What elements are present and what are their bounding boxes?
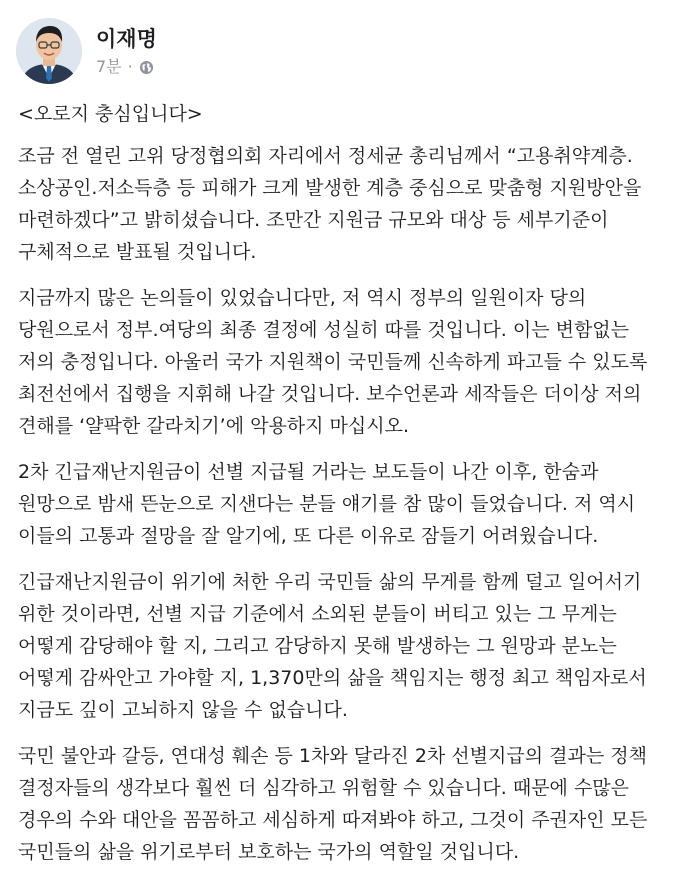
globe-icon[interactable] xyxy=(139,60,154,75)
post-sub-meta xyxy=(96,57,157,77)
post-paragraph-1: 조금 전 열린 고위 당정협의회 자리에서 정세균 총리님께서 “고용취약계층.소상공인.저소득층 등 피해가 크게 발생한 계층 중심으로 맞춤형 지원방안을 마련하겠다”고 밝히셨습니다. 조만간 지원금 규모와 대상 등 세부기준이 구체적으로 발표될 것입니다. xyxy=(18,145,642,263)
post-paragraph-4: 긴급재난지원금이 위기에 처한 우리 국민들 삶의 무게를 함께 덜고 일어서기 위한 것이라면, 선별 지급 기준에서 소외된 분들이 버티고 있는 그 무게는 어떻게 감당해야 할 지, 그리고 감당하지 못해 발생하는 그 원망과 분노는 어떻게 감싸안고 가야할 지, 1,370만의 삶을 책임지는 행정 최고 책임자로서 지금도 깊이 고뇌하지 않을 수 없습니다. xyxy=(18,571,647,721)
post-body xyxy=(18,98,666,882)
post-paragraph-5: 국민 불안과 갈등, 연대성 훼손 등 1차와 달라진 2차 선별지급의 결과는 정책 결정자들의 생각보다 훨씬 더 심각하고 위험할 수 있습니다. 때문에 수많은 경우의 수와 대안을 꼼꼼하고 세심하게 따져봐야 하고, 그것이 주권자인 모든 국민들의 삶을 위기로부터 보호하는 국가의 역할일 것입니다. xyxy=(18,745,648,863)
meta-separator: · xyxy=(127,57,133,76)
post-paragraph-3: 2차 긴급재난지원금이 선별 지급될 거라는 보도들이 나간 이후, 한숨과 원망으로 밤새 뜬눈으로 지샌다는 분들 얘기를 참 많이 들었습니다. 저 역시 이들의 고통과 절망을 잘 알기에, 또 다른 이유로 잠들기 어려웠습니다. xyxy=(18,461,636,547)
post-paragraph-2: 지금까지 많은 논의들이 있었습니다만, 저 역시 정부의 일원이자 당의 당원으로서 정부.여당의 최종 결정에 성실히 따를 것입니다. 이는 변함없는 저의 충정입니다. 아울러 국가 지원책이 국민들께 신속하게 파고들 수 있도록 최전선에서 집행을 지휘해 나갈 것입니다. 보수언론과 세작들은 더이상 저의 견해를 ‘얄팍한 갈라치기’에 악용하지 마십시오. xyxy=(18,287,648,437)
post-timestamp[interactable]: 7분 xyxy=(96,57,122,76)
post-title: <오로지 충심입니다> xyxy=(18,103,203,125)
post-meta xyxy=(96,25,157,77)
post-header xyxy=(16,16,157,86)
avatar[interactable] xyxy=(16,18,82,84)
avatar-image xyxy=(16,18,82,84)
author-name[interactable]: 이재명 xyxy=(96,27,157,51)
